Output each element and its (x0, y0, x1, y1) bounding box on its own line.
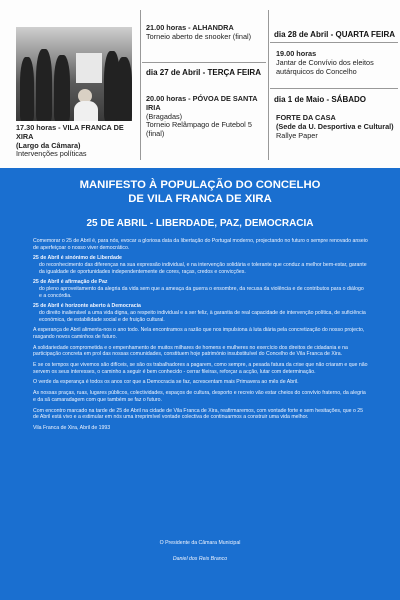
event-time: 17.30 horas - VILA FRANCA DE XIRA (16, 123, 124, 141)
paragraph: A esperança de Abril alimenta-nos o ano todo. Nela encontramos a razão que nos impulsiona à luta diária pela concretização do nosso projecto, rasgando novos caminhos de futuro. (33, 327, 365, 340)
event-desc: Jantar de Convívio dos eleitos autárquicos do Concelho (276, 57, 374, 76)
event-place: (Bragadas) (146, 111, 183, 121)
event-time: 20.00 horas - PÓVOA DE SANTA IRIA (146, 94, 258, 112)
signature-name: Daniel dos Reis Branco (172, 556, 228, 562)
section-heading: 25 de Abril é horizonte aberto à Democracia (33, 303, 141, 310)
paragraph: do reconhecimento das diferenças na sua expressão individual, e na intervenção solidária e tolerante que conduz a melhor bem-estar, garante da igualdade de oportunidades independentemente de cores, raças, credos e convicções. (39, 261, 367, 275)
section-heading: 25 de Abril é afirmação de Paz (33, 279, 108, 286)
paragraph: Comemorar o 25 de Abril é, para nós, evocar a gloriosa data da libertação do Portugal moderno, projectando no futuro o sempre renovado anseio de aperfeiçoar o nosso viver democrático. (33, 238, 368, 251)
manifesto-body (33, 238, 368, 436)
event-povoa (146, 95, 266, 139)
event-place: FORTE DA CASA (276, 113, 336, 122)
event-photo (16, 27, 132, 121)
day-heading: dia 27 de Abril - TERÇA FEIRA (146, 68, 261, 77)
section-heading: 25 de Abril é sinónimo de Liberdade (33, 255, 122, 262)
manifesto-section (0, 168, 400, 600)
event-forte (276, 114, 396, 140)
day-heading: dia 1 de Maio - SÁBADO (274, 95, 367, 104)
event-vfx (16, 124, 140, 159)
divider (270, 88, 398, 89)
event-place-detail: (Sede da U. Desportiva e Cultural) (276, 121, 394, 131)
paragraph: do pleno aproveitamento da alegria da vida sem que a ameaça da guerra o ensombre, da recusa da violência e de contributos para o diálogo e a concórdia. (39, 285, 364, 299)
paragraph: Com encontro marcado na tarde de 25 de Abril na cidade de Vila Franca de Xira, reafirmaremos, com vontade forte e sem hesitações, que o 25 de Abril está vivo e a estimular em nós uma irreprimível vontade colectiva de continuarmos a construir uma vida melhor. (33, 407, 364, 421)
event-time: 19.00 horas (276, 49, 317, 58)
day-heading: dia 28 de Abril - QUARTA FEIRA (274, 30, 396, 39)
manifesto-subtitle: 25 DE ABRIL - LIBERDADE, PAZ, DEMOCRACIA (86, 218, 314, 229)
divider (140, 10, 141, 160)
divider (142, 62, 266, 63)
paragraph: As nossas praças, ruas, lugares públicos, colectividades, espaços de cultura, desporto e recreio vão estar cheios do convívio fraterno, da alegria e da sã camaradagem com que também se faz o futuro. (33, 390, 366, 403)
event-convivio (276, 50, 396, 76)
event-desc: Torneio aberto de snooker (final) (146, 31, 252, 41)
event-time: 21.00 horas - ALHANDRA (146, 23, 234, 32)
paragraph: A solidariedade comprometida e o empenhamento de muitos milhares de homens e mulheres no exercício dos direitos de cidadania e na participação concreta em prol das nossas comunidades, constituem hoje património insubstituível do Concelho de Vila Franca de Xira. (33, 344, 348, 358)
event-desc: Rallye Paper (276, 130, 318, 140)
signature-role: O Presidente da Câmara Municipal (159, 540, 241, 546)
title-line: MANIFESTO À POPULAÇÃO DO CONCELHO (79, 179, 321, 191)
event-desc: Torneio Relâmpago de Futebol 5 (final) (146, 120, 252, 139)
divider (270, 42, 398, 43)
paragraph: O verde da esperança é todos os anos cor que a Democracia se faz, acrescentam mais Primavera ao mês de Abril. (33, 379, 299, 386)
event-desc: Intervenções políticas (16, 149, 87, 159)
date-line: Vila Franca de Xira, Abril de 1993 (33, 424, 111, 431)
events-section (0, 0, 400, 168)
paragraph: do direito inalienável a uma vida digna, ao respeito individual e a ser feliz, à garantia de real capacidade de intervenção política, de suficiência económica, de estabilidade social e de fruição cultural. (39, 309, 366, 323)
event-place: (Largo da Câmara) (16, 140, 81, 150)
event-alhandra (146, 24, 264, 42)
manifesto-title (0, 179, 400, 206)
title-line: DE VILA FRANCA DE XIRA (128, 192, 272, 205)
divider (268, 10, 269, 160)
paragraph: E se os tempos que vivemos são difíceis, se são os trabalhadores a pagarem, como sempre, a pesada fatura da crise que não criaram e que não servem os seus interesses, o caminho a seguir é bem conhecido - cerrar fileiras, reforçar a acção, lutar com determinação. (33, 362, 368, 375)
